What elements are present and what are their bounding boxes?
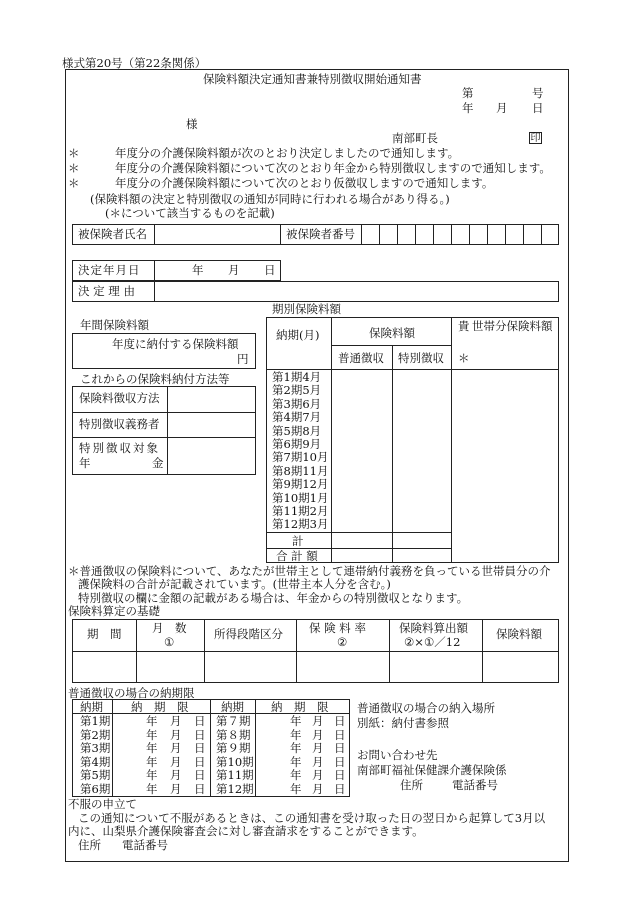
deadline-year: 年 bbox=[146, 727, 158, 742]
deadline-day: 日 bbox=[194, 741, 206, 755]
deadline-period-left: 第5期 bbox=[80, 768, 111, 782]
payment-method-pension-nen: 年 bbox=[79, 456, 91, 470]
deadline-month: 月 bbox=[312, 727, 324, 742]
deadline-day: 日 bbox=[334, 714, 346, 728]
basis-col-months-mark: ① bbox=[164, 635, 175, 649]
deadline-year: 年 bbox=[290, 754, 302, 769]
number-dai: 第 bbox=[462, 86, 474, 100]
payment-place-value: 別紙：納付書参照 bbox=[357, 716, 449, 730]
deadline-month: 月 bbox=[170, 741, 182, 755]
basis-col-amount: 保険料額 bbox=[496, 627, 542, 641]
deadline-month: 月 bbox=[170, 781, 182, 796]
annual-premium-unit: 円 bbox=[237, 352, 249, 366]
appeal-line-2: 内に、山梨県介護保険審査会に対し審査請求をすることができます。 bbox=[68, 824, 424, 838]
notice-note-2: (＊について該当するものを記載) bbox=[105, 206, 275, 220]
deadline-day: 日 bbox=[334, 781, 346, 796]
period-total-label: 合 計 額 bbox=[276, 549, 318, 563]
deadline-month: 月 bbox=[312, 754, 324, 769]
deadline-period-left: 第1期 bbox=[80, 714, 111, 728]
insured-number-cell-divider bbox=[451, 224, 452, 245]
deadline-day: 日 bbox=[194, 714, 206, 728]
special-collection-header: 特別徴収 bbox=[398, 351, 444, 365]
period-row-label: 第3期6月 bbox=[272, 396, 322, 411]
decision-date-day: 日 bbox=[264, 263, 276, 277]
deadline-day: 日 bbox=[194, 754, 206, 769]
deadline-day: 日 bbox=[194, 781, 206, 796]
deadline-month: 月 bbox=[312, 781, 324, 796]
issuer-name: 南部町長 bbox=[392, 131, 438, 145]
deadline-year: 年 bbox=[290, 741, 302, 755]
deadline-period-left: 第4期 bbox=[80, 754, 111, 769]
appeal-label: 不服の申立て bbox=[68, 797, 137, 811]
household-mark: ＊ bbox=[458, 351, 470, 365]
contact-dept: 南部町福祉保健課介護保険係 bbox=[357, 763, 507, 777]
appeal-phone: 電話番号 bbox=[122, 838, 168, 852]
deadline-day: 日 bbox=[334, 741, 346, 755]
deadline-month: 月 bbox=[170, 754, 182, 769]
period-col-header: 納期(月) bbox=[276, 328, 320, 342]
deadline-period-right: 第12期 bbox=[216, 781, 254, 796]
decision-date-label: 決定年月日 bbox=[78, 263, 141, 277]
household-col-header: 世帯分保険料額 bbox=[472, 319, 553, 333]
annual-premium-text: 年度に納付する保険料額 bbox=[112, 337, 239, 351]
period-table-label: 期別保険料額 bbox=[272, 302, 341, 316]
deadline-period-right: 第11期 bbox=[216, 768, 254, 782]
period-subtotal-label: 計 bbox=[292, 534, 304, 548]
premium-col-header: 保険料額 bbox=[369, 326, 415, 340]
basis-col-rate-mark: ② bbox=[337, 635, 348, 649]
insured-number-cell-divider bbox=[397, 224, 398, 245]
deadline-period-left: 第2期 bbox=[80, 727, 111, 742]
notice-note-1: (保険料額の決定と特別徴収の通知が同時に行われる場合があり得る。) bbox=[90, 192, 450, 206]
basis-label: 保険料算定の基礎 bbox=[68, 604, 160, 618]
insured-number-label: 被保険者番号 bbox=[286, 227, 355, 241]
insured-number-cell-divider bbox=[379, 224, 380, 245]
contact-label: お問い合わせ先 bbox=[357, 748, 438, 762]
notice-text: 年度分の介護保険料額について次のとおり年金から特別徴収しますので通知します。 bbox=[115, 161, 551, 175]
deadline-day: 日 bbox=[334, 727, 346, 742]
insured-number-cell-divider bbox=[505, 224, 506, 245]
deadline-year: 年 bbox=[290, 727, 302, 742]
payment-method-pension-kin: 金 bbox=[152, 456, 164, 470]
date-year: 年 bbox=[462, 101, 474, 115]
deadline-col-period-left: 納期 bbox=[80, 700, 103, 714]
contact-phone: 電話番号 bbox=[452, 778, 498, 792]
deadline-period-left: 第3期 bbox=[80, 741, 111, 755]
form-reference: 様式第20号（第22条関係） bbox=[62, 56, 207, 70]
deadline-period-right: 第９期 bbox=[216, 741, 251, 755]
deadline-year: 年 bbox=[146, 741, 158, 755]
household-col-prefix: 貴 bbox=[458, 319, 470, 333]
period-row-label: 第9期12月 bbox=[272, 477, 329, 492]
decision-date-month: 月 bbox=[228, 263, 240, 277]
payment-method-row-pension: 特別徴収対象 bbox=[79, 441, 160, 455]
period-row-label: 第8期11月 bbox=[272, 463, 329, 478]
insured-name-label: 被保険者氏名 bbox=[78, 227, 147, 241]
insured-number-cell-divider bbox=[433, 224, 434, 245]
deadline-month: 月 bbox=[170, 768, 182, 782]
insured-number-cell-divider bbox=[415, 224, 416, 245]
basis-col-period: 期 間 bbox=[87, 627, 122, 641]
appeal-address: 住所 bbox=[78, 838, 101, 852]
period-row-label: 第2期5月 bbox=[272, 383, 322, 398]
seal-box: 印 bbox=[530, 133, 541, 144]
appeal-line-1: この通知について不服があるときは、この通知書を受け取った日の翌日から起算して3月以 bbox=[78, 811, 546, 825]
period-row-label: 第4期7月 bbox=[272, 410, 322, 425]
deadline-day: 日 bbox=[334, 768, 346, 782]
decision-date-year: 年 bbox=[192, 263, 204, 277]
basis-col-calc-formula: ②×①／12 bbox=[404, 635, 461, 649]
notice-mark: ＊ bbox=[68, 146, 80, 160]
payment-place-label: 普通徴収の場合の納入場所 bbox=[357, 701, 495, 715]
decision-reason-label: 決 定 理 由 bbox=[78, 284, 135, 298]
insured-number-cell-divider bbox=[541, 224, 542, 245]
note-special: 特別徴収の欄に金額の記載がある場合は、年金からの特別徴収となります。 bbox=[78, 591, 469, 605]
deadlines-label: 普通徴収の場合の納期限 bbox=[68, 686, 195, 700]
period-row-label: 第6期9月 bbox=[272, 437, 322, 451]
deadline-month: 月 bbox=[170, 727, 182, 742]
contact-address: 住所 bbox=[400, 778, 423, 792]
period-row-label: 第11期2月 bbox=[272, 504, 329, 518]
deadline-month: 月 bbox=[312, 741, 324, 755]
deadline-year: 年 bbox=[146, 754, 158, 769]
normal-collection-header: 普通徴収 bbox=[338, 351, 384, 365]
deadline-col-date-right: 納 期 限 bbox=[271, 700, 329, 714]
deadline-year: 年 bbox=[290, 714, 302, 728]
date-month: 月 bbox=[496, 101, 508, 115]
period-row-label: 第12期3月 bbox=[272, 517, 329, 532]
period-row-label: 第1期4月 bbox=[272, 370, 322, 384]
basis-col-calc: 保険料算出額 bbox=[399, 621, 468, 635]
date-day: 日 bbox=[532, 101, 544, 115]
deadline-period-right: 第10期 bbox=[216, 754, 254, 769]
deadline-month: 月 bbox=[312, 714, 324, 728]
deadline-day: 日 bbox=[194, 768, 206, 782]
notice-mark: ＊ bbox=[68, 176, 80, 190]
number-go: 号 bbox=[532, 86, 544, 100]
basis-col-rate: 保 険 料 率 bbox=[309, 621, 366, 635]
deadline-year: 年 bbox=[146, 781, 158, 796]
deadline-col-period-right: 納期 bbox=[221, 700, 244, 714]
notice-text: 年度分の介護保険料額について次のとおり仮徴収しますので通知します。 bbox=[115, 176, 494, 190]
notice-mark: ＊ bbox=[68, 161, 80, 175]
deadline-day: 日 bbox=[334, 754, 346, 769]
deadline-col-date-left: 納 期 限 bbox=[131, 700, 189, 714]
basis-col-months: 月 数 bbox=[152, 621, 187, 635]
addressee-sama: 様 bbox=[186, 117, 198, 131]
period-row-label: 第10期1月 bbox=[272, 490, 329, 505]
payment-method-row-collection: 保険料徴収方法 bbox=[79, 391, 160, 405]
deadline-period-left: 第6期 bbox=[80, 781, 111, 796]
deadline-year: 年 bbox=[290, 781, 302, 796]
deadline-day: 日 bbox=[194, 727, 206, 742]
payment-method-row-obligor: 特別徴収義務者 bbox=[79, 417, 160, 431]
deadline-year: 年 bbox=[146, 768, 158, 782]
insured-number-cell-divider bbox=[487, 224, 488, 245]
deadline-month: 月 bbox=[170, 714, 182, 728]
decision-reason-row bbox=[72, 281, 559, 302]
period-row-label: 第7期10月 bbox=[272, 450, 329, 465]
insured-number-cell-divider bbox=[523, 224, 524, 245]
deadline-year: 年 bbox=[290, 768, 302, 782]
annual-premium-label: 年間保険料額 bbox=[80, 318, 149, 332]
basis-col-income: 所得段階区分 bbox=[214, 627, 283, 641]
document-title: 保険料額決定通知書兼特別徴収開始通知書 bbox=[203, 72, 422, 86]
deadline-period-right: 第７期 bbox=[216, 714, 251, 728]
notice-text: 年度分の介護保険料額が次のとおり決定しましたので通知します。 bbox=[115, 146, 460, 160]
period-row-label: 第5期8月 bbox=[272, 423, 322, 438]
insured-number-cell-divider bbox=[469, 224, 470, 245]
deadline-year: 年 bbox=[146, 714, 158, 728]
note-household-2: 護保険料の合計が記載されています。(世帯主本人分を含む。) bbox=[78, 577, 391, 591]
note-household-1: ＊普通徴収の保険料について、あなたが世帯主として連帯納付義務を負っている世帯員分の介 bbox=[68, 564, 551, 578]
payment-method-label: これからの保険料納付方法等 bbox=[80, 372, 230, 386]
deadline-month: 月 bbox=[312, 768, 324, 782]
deadline-period-right: 第８期 bbox=[216, 727, 251, 742]
